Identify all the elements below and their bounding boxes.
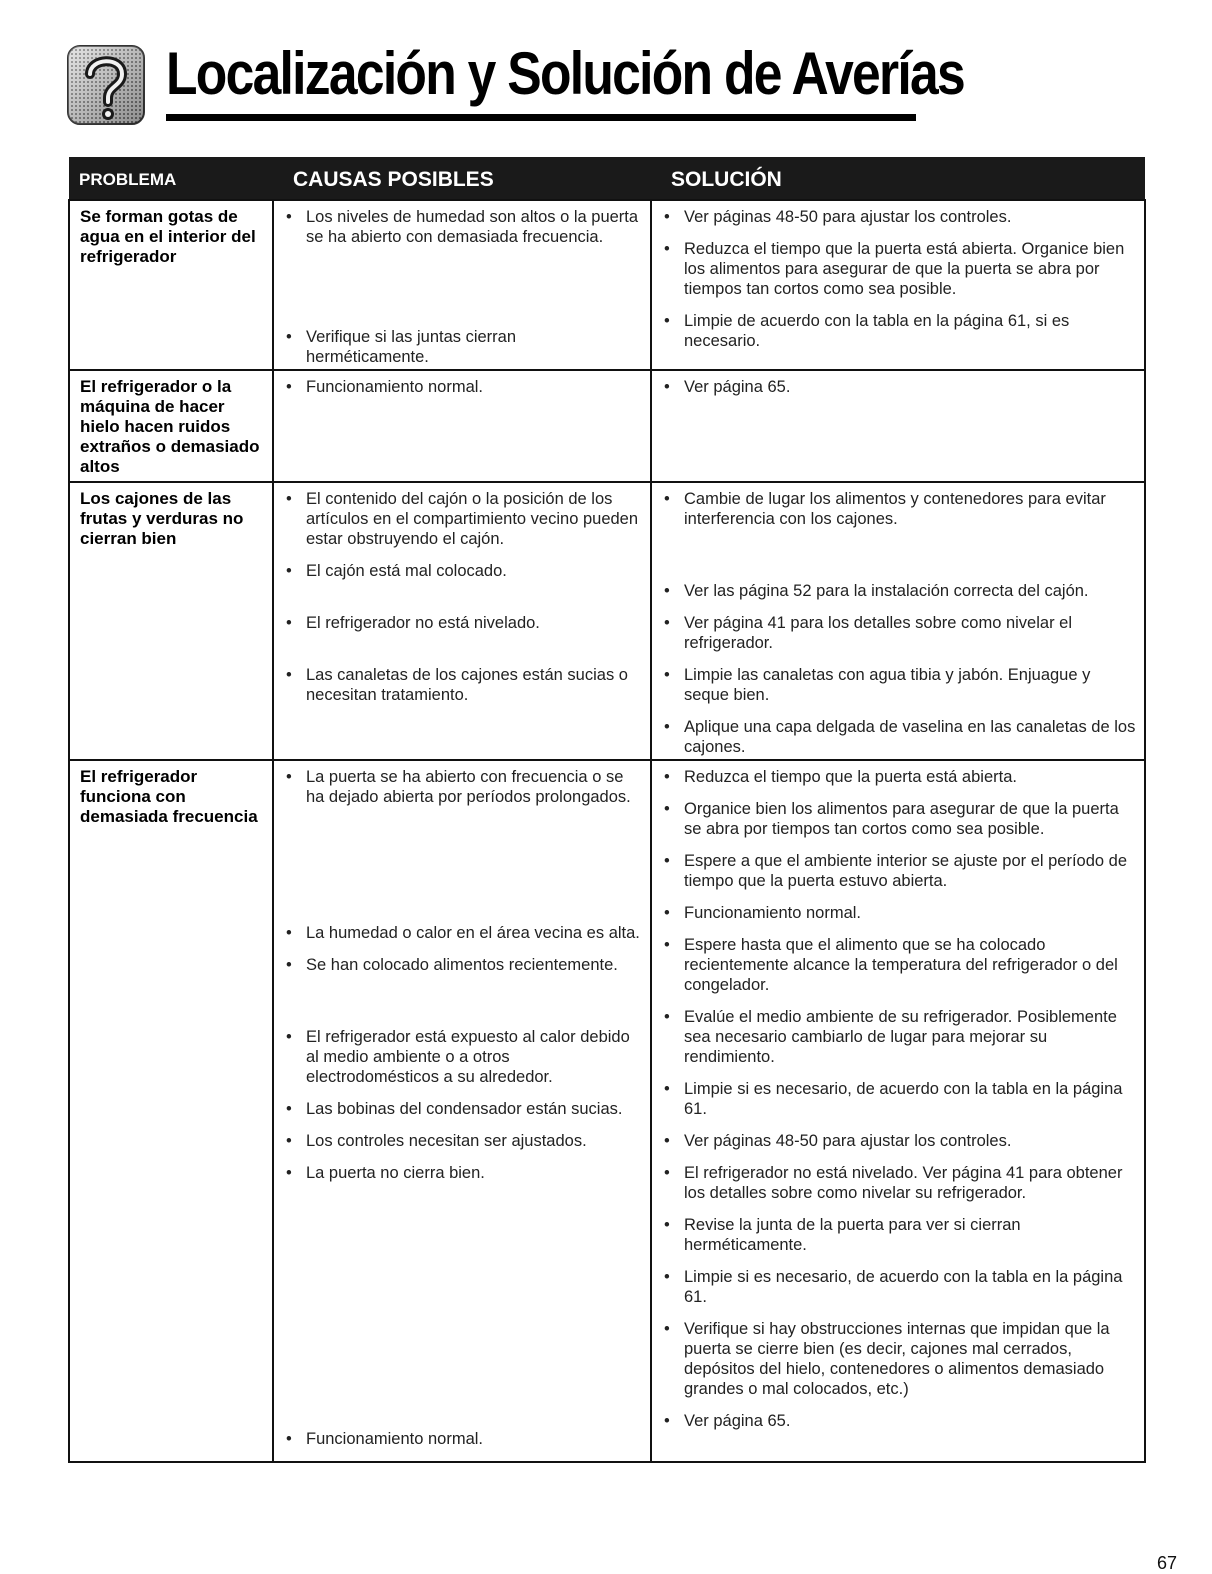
bullet: • bbox=[286, 1164, 292, 1182]
solution-item bbox=[662, 851, 1136, 891]
solution-item bbox=[662, 581, 1136, 601]
cause-item bbox=[284, 955, 642, 1015]
cause-text: El contenido del cajón o la posición de los artículos en el compartimiento vecino pueden estar obstruyendo el cajón. bbox=[306, 490, 639, 548]
solution-text: Ver página 41 para los detalles sobre como nivelar el refrigerador. bbox=[684, 614, 1072, 652]
cause-item bbox=[284, 1131, 642, 1151]
bullet: • bbox=[664, 614, 670, 632]
solution-text: Reduzca el tiempo que la puerta está abierta. bbox=[684, 768, 1017, 786]
cause-item bbox=[284, 1099, 642, 1119]
problem-cell bbox=[69, 200, 273, 370]
problem-cell bbox=[69, 482, 273, 760]
question-mark-icon bbox=[66, 44, 146, 126]
solution-text: Evalúe el medio ambiente de su refrigerador. Posiblemente sea necesario cambiarlo de lugar para mejorar su rendimiento. bbox=[684, 1008, 1117, 1066]
bullet: • bbox=[664, 666, 670, 684]
bullet: • bbox=[286, 1100, 292, 1118]
table-row bbox=[69, 370, 1145, 482]
solution-item bbox=[662, 1079, 1136, 1119]
solution-item bbox=[662, 665, 1136, 705]
solution-text: Ver página 65. bbox=[684, 378, 791, 396]
bullet: • bbox=[286, 1430, 292, 1448]
cause-text: La humedad o calor en el área vecina es alta. bbox=[306, 924, 640, 942]
bullet: • bbox=[286, 378, 292, 396]
bullet: • bbox=[664, 208, 670, 226]
bullet: • bbox=[664, 490, 670, 508]
troubleshooting-table bbox=[68, 157, 1146, 1463]
header-problem: PROBLEMA bbox=[69, 157, 273, 200]
bullet: • bbox=[664, 1080, 670, 1098]
bullet: • bbox=[664, 718, 670, 736]
page-title: Localización y Solución de Averías bbox=[166, 40, 964, 107]
bullet: • bbox=[664, 852, 670, 870]
cause-text: La puerta no cierra bien. bbox=[306, 1164, 485, 1182]
solution-item bbox=[662, 799, 1136, 839]
bullet: • bbox=[664, 1412, 670, 1430]
cause-text: Las bobinas del condensador están sucias. bbox=[306, 1100, 623, 1118]
solution-text: Ver páginas 48-50 para ajustar los controles. bbox=[684, 208, 1012, 226]
solution-text: Funcionamiento normal. bbox=[684, 904, 862, 922]
solution-item bbox=[662, 717, 1136, 757]
table-row bbox=[69, 482, 1145, 760]
problem-cell bbox=[69, 370, 273, 482]
solution-item bbox=[662, 613, 1136, 653]
bullet: • bbox=[664, 1216, 670, 1234]
table-body bbox=[69, 200, 1145, 1462]
solution-item bbox=[662, 767, 1136, 787]
problem-text: El refrigerador funciona con demasiada frecuencia bbox=[80, 767, 258, 826]
cause-text: El refrigerador está expuesto al calor debido al medio ambiente o a otros electrodomésticos a su alrededor. bbox=[306, 1028, 630, 1086]
bullet: • bbox=[286, 768, 292, 786]
bullet: • bbox=[664, 1268, 670, 1286]
bullet: • bbox=[664, 768, 670, 786]
bullet: • bbox=[286, 666, 292, 684]
bullet: • bbox=[286, 924, 292, 942]
header-solution: SOLUCIÓN bbox=[651, 157, 1145, 200]
cause-text: Verifique si las juntas cierran herméticamente. bbox=[306, 328, 517, 366]
solution-text: Ver las página 52 para la instalación correcta del cajón. bbox=[684, 582, 1089, 600]
header-causes: CAUSAS POSIBLES bbox=[273, 157, 651, 200]
solution-text: Espere hasta que el alimento que se ha colocado recientemente alcance la temperatura del refrigerador o del congelador. bbox=[684, 936, 1118, 994]
solution-text: Limpie si es necesario, de acuerdo con la tabla en la página 61. bbox=[684, 1080, 1123, 1118]
cause-item bbox=[284, 489, 642, 549]
bullet: • bbox=[664, 1132, 670, 1150]
table-header-row bbox=[69, 157, 1145, 200]
solution-text: Verifique si hay obstrucciones internas que impidan que la puerta se cierre bien (es decir, cajones mal cerrados, depósitos del hielo, contenedores o alimentos demasiado grandes o mal colocados, etc.) bbox=[684, 1320, 1110, 1398]
solution-item bbox=[662, 935, 1136, 995]
cause-item bbox=[284, 767, 642, 911]
table-row bbox=[69, 760, 1145, 1462]
solution-item bbox=[662, 1267, 1136, 1307]
cause-text: Los niveles de humedad son altos o la puerta se ha abierto con demasiada frecuencia. bbox=[306, 208, 639, 246]
bullet: • bbox=[286, 956, 292, 974]
solution-text: Reduzca el tiempo que la puerta está abierta. Organice bien los alimentos para asegurar de que la puerta se abra por tiempos tan cortos como sea posible. bbox=[684, 240, 1125, 298]
cause-item bbox=[284, 207, 642, 315]
bullet: • bbox=[664, 1320, 670, 1338]
bullet: • bbox=[664, 1164, 670, 1182]
bullet: • bbox=[664, 800, 670, 818]
causes-cell bbox=[273, 200, 651, 370]
bullet: • bbox=[664, 936, 670, 954]
cause-item bbox=[284, 613, 642, 653]
bullet: • bbox=[664, 240, 670, 258]
bullet: • bbox=[286, 490, 292, 508]
problem-text: Los cajones de las frutas y verduras no cierran bien bbox=[80, 489, 244, 548]
solution-text: Cambie de lugar los alimentos y contenedores para evitar interferencia con los cajones. bbox=[684, 490, 1106, 528]
cause-text: El refrigerador no está nivelado. bbox=[306, 614, 540, 632]
cause-item bbox=[284, 1027, 642, 1087]
bullet: • bbox=[664, 1008, 670, 1026]
problem-text: El refrigerador o la máquina de hacer hielo hacen ruidos extraños o demasiado altos bbox=[80, 377, 260, 476]
bullet: • bbox=[664, 378, 670, 396]
solution-text: Espere a que el ambiente interior se ajuste por el período de tiempo que la puerta estuvo abierta. bbox=[684, 852, 1128, 890]
solution-text: Organice bien los alimentos para asegurar de que la puerta se abra por tiempos tan cortos como sea posible. bbox=[684, 800, 1119, 838]
solution-text: Limpie de acuerdo con la tabla en la página 61, si es necesario. bbox=[684, 312, 1070, 350]
solution-item bbox=[662, 489, 1136, 569]
page-header bbox=[66, 38, 964, 128]
solution-text: Ver páginas 48-50 para ajustar los controles. bbox=[684, 1132, 1012, 1150]
bullet: • bbox=[664, 582, 670, 600]
problem-text: Se forman gotas de agua en el interior del refrigerador bbox=[80, 207, 256, 266]
solution-item bbox=[662, 1131, 1136, 1151]
solution-item bbox=[662, 1319, 1136, 1399]
cause-item bbox=[284, 327, 642, 367]
solution-cell bbox=[651, 370, 1145, 482]
bullet: • bbox=[286, 328, 292, 346]
solution-cell bbox=[651, 200, 1145, 370]
solution-text: Limpie las canaletas con agua tibia y jabón. Enjuague y seque bien. bbox=[684, 666, 1091, 704]
solution-item bbox=[662, 377, 1136, 397]
causes-cell bbox=[273, 760, 651, 1462]
cause-text: El cajón está mal colocado. bbox=[306, 562, 507, 580]
solution-item bbox=[662, 903, 1136, 923]
title-underline bbox=[166, 114, 916, 121]
page-number: 67 bbox=[1157, 1553, 1178, 1573]
cause-text: La puerta se ha abierto con frecuencia o se ha dejado abierta por períodos prolongados. bbox=[306, 768, 631, 806]
solution-item bbox=[662, 1007, 1136, 1067]
table-row bbox=[69, 200, 1145, 370]
cause-text: Los controles necesitan ser ajustados. bbox=[306, 1132, 587, 1150]
cause-text: Funcionamiento normal. bbox=[306, 1430, 484, 1448]
solution-item bbox=[662, 1411, 1136, 1431]
causes-cell bbox=[273, 370, 651, 482]
solution-item bbox=[662, 239, 1136, 299]
solution-item bbox=[662, 311, 1136, 351]
cause-item bbox=[284, 377, 642, 397]
bullet: • bbox=[286, 1028, 292, 1046]
cause-item bbox=[284, 1163, 642, 1417]
cause-item bbox=[284, 923, 642, 943]
solution-text: Ver página 65. bbox=[684, 1412, 791, 1430]
cause-text: Funcionamiento normal. bbox=[306, 378, 484, 396]
bullet: • bbox=[664, 312, 670, 330]
solution-text: Limpie si es necesario, de acuerdo con la tabla en la página 61. bbox=[684, 1268, 1123, 1306]
bullet: • bbox=[664, 904, 670, 922]
bullet: • bbox=[286, 1132, 292, 1150]
cause-item bbox=[284, 561, 642, 601]
solution-item bbox=[662, 207, 1136, 227]
solution-item bbox=[662, 1163, 1136, 1203]
solution-cell bbox=[651, 482, 1145, 760]
solution-item bbox=[662, 1215, 1136, 1255]
bullet: • bbox=[286, 208, 292, 226]
cause-text: Se han colocado alimentos recientemente. bbox=[306, 956, 618, 974]
bullet: • bbox=[286, 614, 292, 632]
bullet: • bbox=[286, 562, 292, 580]
solution-cell bbox=[651, 760, 1145, 1462]
problem-cell bbox=[69, 760, 273, 1462]
cause-item bbox=[284, 1429, 642, 1449]
solution-text: El refrigerador no está nivelado. Ver página 41 para obtener los detalles sobre como nivelar su refrigerador. bbox=[684, 1164, 1123, 1202]
cause-item bbox=[284, 665, 642, 705]
cause-text: Las canaletas de los cajones están sucias o necesitan tratamiento. bbox=[306, 666, 628, 704]
solution-text: Revise la junta de la puerta para ver si cierran herméticamente. bbox=[684, 1216, 1021, 1254]
causes-cell bbox=[273, 482, 651, 760]
solution-text: Aplique una capa delgada de vaselina en las canaletas de los cajones. bbox=[684, 718, 1136, 756]
